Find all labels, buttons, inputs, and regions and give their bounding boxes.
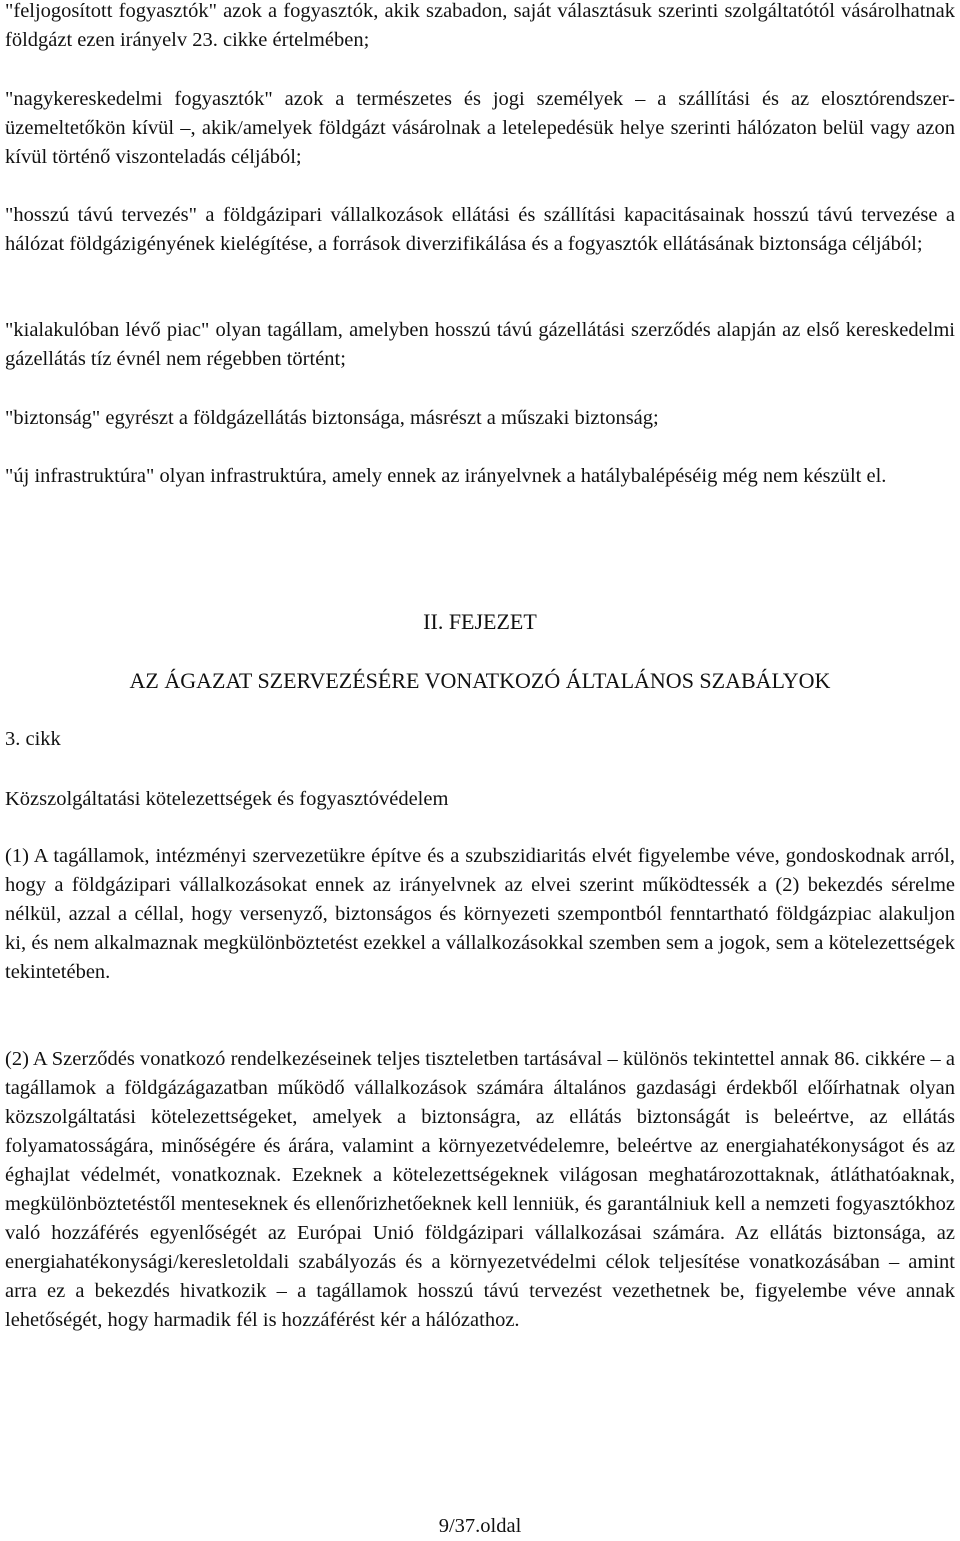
definition-nagykereskedelmi-fogyasztok: "nagykereskedelmi fogyasztók" azok a természetes és jogi személyek – a szállítási és az elosztórendszer-üzemeltetőkön kívül –, akik/amelyek földgázt vásárolnak a letelepedésük helye szerinti hálózaton belül vagy azon kívül történő viszonteladás céljából; <box>5 88 955 168</box>
definition-biztonsag: "biztonság" egyrészt a földgázellátás biztonsága, másrészt a műszaki biztonság; <box>5 407 659 429</box>
article-paragraph-1: (1) A tagállamok, intézményi szervezetükre építve és a szubszidiaritás elvét figyelembe véve, gondoskodnak arról, hogy a földgázipari vállalkozásokat ennek az irányelvnek az elvei szerint működtessék a (2) bekezdés sérelme nélkül, azzal a céllal, hogy versenyző, biztonságos és környezeti szempontból fenntartható földgázpiac alakuljon ki, és nem alkalmaznak megkülönböztetést ezekkel a vállalkozásokkal szemben sem a jogok, sem a kötelezettségek tekintetében. <box>5 845 955 983</box>
definition-uj-infrastruktura: "új infrastruktúra" olyan infrastruktúra, amely ennek az irányelvnek a hatálybalépéséig még nem készült el. <box>5 465 887 487</box>
document-page <box>5 0 955 1537</box>
page-number: 9/37.oldal <box>438 1515 522 1537</box>
chapter-number: II. FEJEZET <box>423 609 537 634</box>
article-number: 3. cikk <box>5 728 61 750</box>
article-title: Közszolgáltatási kötelezettségek és fogyasztóvédelem <box>5 788 449 810</box>
article-paragraph-2: (2) A Szerződés vonatkozó rendelkezéseinek teljes tiszteletben tartásával – különös tekintettel annak 86. cikkére – a tagállamok a földgázágazatban működő vállalkozások számára általános gazdasági érdekből előírhatnak olyan közszolgáltatási kötelezettségeket, amelyek a biztonságra, az ellátás biztonságát is beleértve, az ellátás folyamatosságára, minőségére és árára, valamint a környezetvédelemre, beleértve az energiahatékonyságot és az éghajlat védelmét, vonatkoznak. Ezeknek a kötelezettségeknek világosan meghatározottaknak, átláthatóaknak, megkülönböztetéstől menteseknek és ellenőrizhetőeknek kell lenniük, és garantálniuk kell a nemzeti fogyasztókhoz való hozzáférés egyenlőségét az Európai Unió földgázipari vállalkozásai számára. Az ellátás biztonsága, az energiahatékonysági/keresletoldali szabályozás és a környezetvédelmi célok teljesítése vonatkozásában – amint arra ez a bekezdés hivatkozik – a tagállamok hosszú távú tervezést vezethetnek be, figyelembe véve annak lehetőségét, hogy harmadik fél is hozzáférést kér a hálózathoz. <box>5 1048 955 1331</box>
definition-kialakuloban-levo-piac: "kialakulóban lévő piac" olyan tagállam, amelyben hosszú távú gázellátási szerződés alapján az első kereskedelmi gázellátás tíz évnél nem régebben történt; <box>5 319 955 370</box>
definition-hosszu-tavu-tervezes: "hosszú távú tervezés" a földgázipari vállalkozások ellátási és szállítási kapacitásainak hosszú távú tervezése a hálózat földgázigényének kielégítése, a források diverzifikálása és a fogyasztók ellátásának biztonsága céljából; <box>5 204 955 255</box>
definition-feljogositott-fogyasztok: "feljogosított fogyasztók" azok a fogyasztók, akik szabadon, saját választásuk szerinti szolgáltatótól vásárolhatnak földgázt ezen irányelv 23. cikke értelmében; <box>5 0 955 51</box>
chapter-title: AZ ÁGAZAT SZERVEZÉSÉRE VONATKOZÓ ÁLTALÁNOS SZABÁLYOK <box>129 668 831 693</box>
